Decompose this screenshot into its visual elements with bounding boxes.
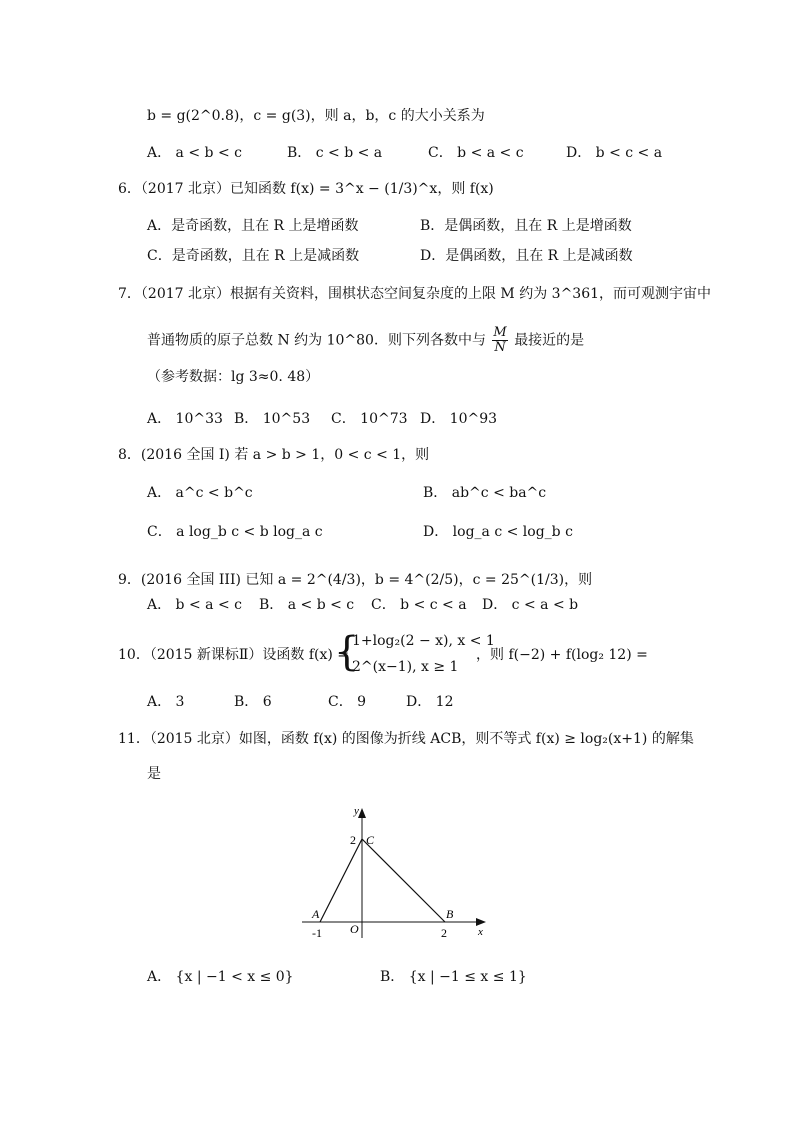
q6-option-a: A．是奇函数，且在 R 上是增函数: [147, 218, 359, 234]
q10-option-b: B． 6: [234, 694, 272, 710]
q9-option-b: B． a < b < c: [259, 597, 355, 613]
point-b-label: B: [446, 907, 454, 921]
q6-option-c: C．是奇函数，且在 R 上是减函数: [147, 248, 360, 264]
q8-option-a: A． a^c < b^c: [147, 485, 253, 501]
q7-stem-line2: [147, 326, 584, 355]
q5-option-c: C． b < a < c: [428, 145, 524, 161]
q5-option-d: D． b < c < a: [566, 145, 663, 161]
y-axis-arrow: [358, 808, 366, 818]
q11-graph-figure: [290, 800, 500, 945]
polyline-acb: [320, 839, 445, 922]
q7-option-a: A． 10^33: [147, 411, 223, 427]
q7-stem-line2-start: 普通物质的原子总数 N 约为 10^80．则下列各数中与: [147, 332, 486, 349]
q10-stem-start: 10．（2015 新课标Ⅱ）设函数 f(x) =: [118, 647, 350, 663]
q5-option-a: A． a < b < c: [147, 145, 242, 161]
q10-option-d: D． 12: [406, 694, 454, 710]
q7-fraction: [492, 326, 507, 355]
q10-case-2: 2^(x−1), x ≥ 1: [352, 659, 459, 675]
y-axis-label: y: [354, 805, 359, 817]
q7-option-c: C． 10^73: [331, 411, 408, 427]
q9-option-d: D． c < a < b: [482, 597, 579, 613]
q8-option-d: D． log_a c < log_b c: [423, 524, 573, 540]
q10-piecewise-brace: {: [334, 629, 360, 675]
q11-option-a: A． {x | −1 < x ≤ 0}: [147, 969, 294, 985]
q8-option-c: C． a log_b c < b log_a c: [147, 524, 323, 540]
x-tick-neg1: -1: [312, 926, 322, 940]
x-axis-arrow: [476, 918, 486, 926]
origin-label: O: [350, 922, 359, 936]
x-tick-2: 2: [441, 926, 447, 940]
q10-case-1: 1+log₂(2 − x), x < 1: [352, 633, 495, 649]
q8-option-b: B． ab^c < ba^c: [423, 485, 547, 501]
q6-stem: 6．（2017 北京）已知函数 f(x) = 3^x − (1/3)^x，则 f(x): [118, 181, 494, 197]
q7-fraction-denominator: N: [494, 340, 506, 355]
q7-stem-line1: 7．（2017 北京）根据有关资料，围棋状态空间复杂度的上限 M 约为 3^361，而可观测宇宙中: [118, 286, 712, 302]
point-c-label: C: [366, 833, 375, 847]
q5-option-b: B． c < b < a: [287, 145, 383, 161]
q6-option-b: B．是偶函数，且在 R 上是增函数: [420, 218, 632, 234]
q9-stem: 9．(2016 全国 III) 已知 a = 2^(4/3)，b = 4^(2/5)，c = 25^(1/3)，则: [118, 572, 593, 588]
q5-condition-line: b = g(2^0.8)，c = g(3)，则 a，b，c 的大小关系为: [147, 108, 485, 124]
q10-stem-end: ，则 f(−2) + f(log₂ 12) =: [476, 647, 648, 663]
point-a-label: A: [312, 907, 320, 921]
q7-option-b: B． 10^53: [234, 411, 311, 427]
q11-stem-line2: 是: [147, 766, 161, 782]
q7-option-d: D． 10^93: [420, 411, 498, 427]
q7-stem-line2-end: 最接近的是: [514, 332, 585, 349]
q9-option-c: C． b < c < a: [371, 597, 467, 613]
q10-option-c: C． 9: [328, 694, 367, 710]
x-axis-label: x: [478, 926, 483, 938]
q6-option-d: D．是偶函数，且在 R 上是减函数: [420, 248, 633, 264]
q7-fraction-numerator: M: [493, 325, 507, 340]
q11-option-b: B． {x | −1 ≤ x ≤ 1}: [380, 969, 527, 985]
q7-reference-data: （参考数据：lg 3≈0. 48）: [147, 369, 320, 385]
q9-option-a: A． b < a < c: [147, 597, 242, 613]
q10-option-a: A． 3: [147, 694, 185, 710]
y-tick-2: 2: [350, 833, 356, 847]
q8-stem: 8．(2016 全国 I) 若 a > b > 1，0 < c < 1，则: [118, 447, 430, 463]
q11-stem-line1: 11．（2015 北京）如图，函数 f(x) 的图像为折线 ACB，则不等式 f(x) ≥ log₂(x+1) 的解集: [118, 731, 694, 747]
